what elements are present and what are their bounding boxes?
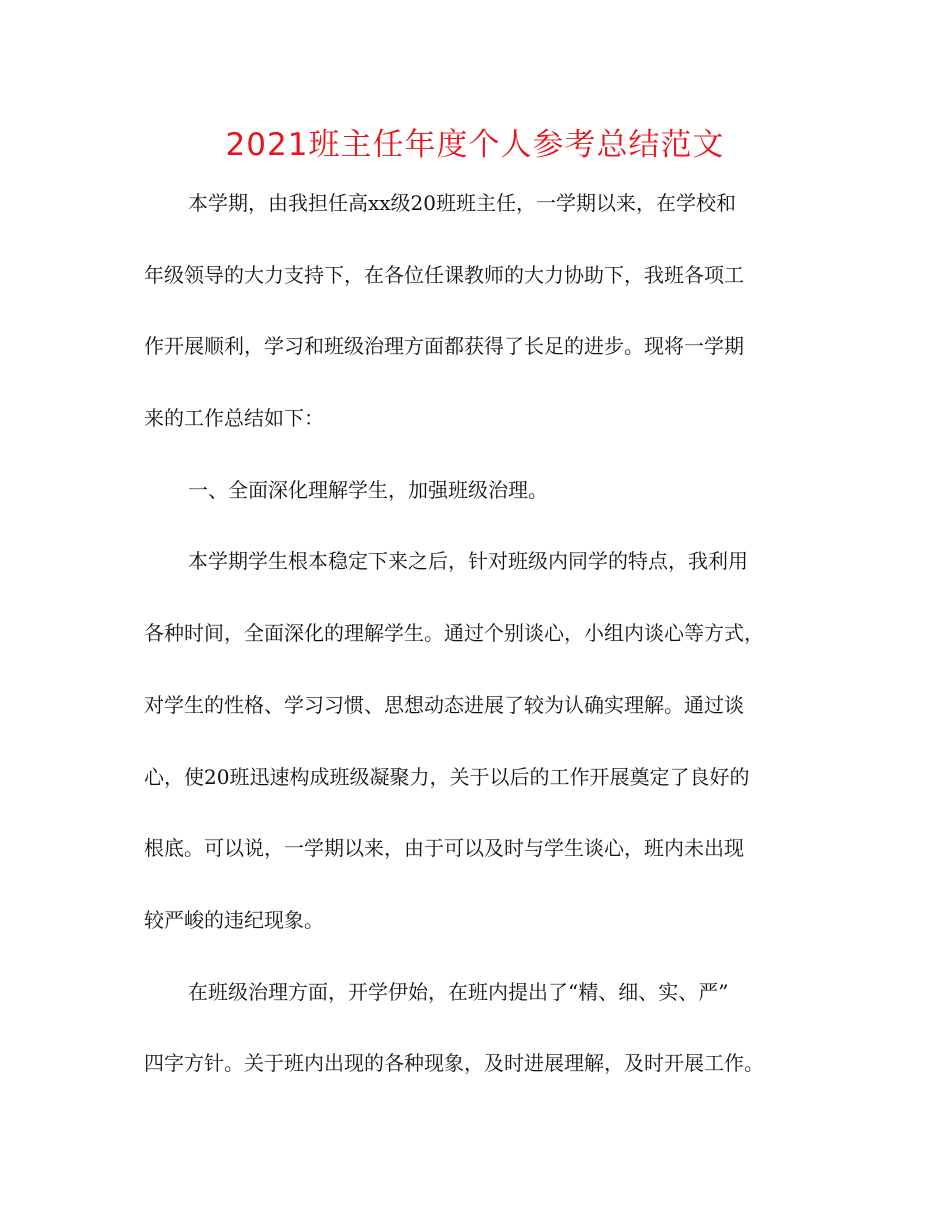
body-line-2: 年级领导的大力支持下，在各位任课教师的大力协助下，我班各项工	[144, 262, 744, 287]
section-heading: 一、全面深化理解学生，加强班级治理。	[188, 477, 548, 502]
body-line-1: 本学期，由我担任高xx级20班班主任，一学期以来，在学校和	[188, 191, 737, 215]
body-line-7: 各种时间，全面深化的理解学生。通过个别谈心，小组内谈心等方式，	[144, 621, 764, 646]
body-line-10: 根底。可以说，一学期以来，由于可以及时与学生谈心，班内未出现	[144, 836, 744, 861]
body-line-8: 对学生的性格、学习习惯、思想动态进展了较为认确实理解。通过谈	[144, 692, 744, 717]
body-line-11: 较严峻的违纪现象。	[144, 907, 324, 932]
document-title: 2021班主任年度个人参考总结范文	[225, 127, 725, 163]
body-line-12: 在班级治理方面，开学伊始，在班内提出了“精、细、实、严”	[188, 979, 729, 1004]
body-line-4: 来的工作总结如下：	[144, 406, 324, 431]
body-line-13: 四字方针。关于班内出现的各种现象，及时进展理解，及时开展工作。	[144, 1051, 764, 1076]
body-line-6: 本学期学生根本稳定下来之后，针对班级内同学的特点，我利用	[188, 549, 748, 574]
body-line-3: 作开展顺利，学习和班级治理方面都获得了长足的进步。现将一学期	[144, 334, 744, 359]
document-body	[144, 168, 809, 1100]
body-line-9: 心，使20班迅速构成班级凝聚力，关于以后的工作开展奠定了良好的	[144, 764, 750, 789]
